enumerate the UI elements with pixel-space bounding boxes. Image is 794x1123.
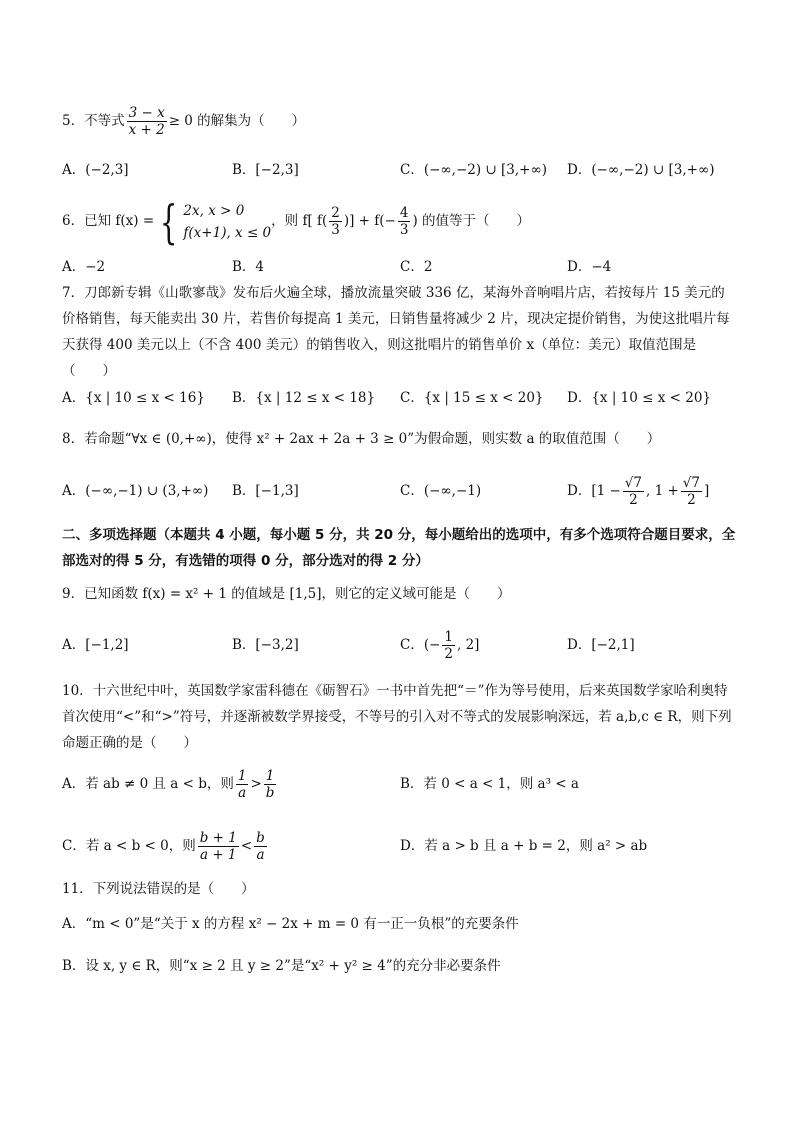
q10-opta-fraction-2 xyxy=(264,768,277,801)
q10-opta-frac1-num: 1 xyxy=(237,768,247,784)
q9-option-d: D．[−2,1] xyxy=(567,637,635,653)
question-11-stem: 11．下列说法错误的是（ ） xyxy=(62,881,255,897)
q8-optd-mid: , 1 + xyxy=(646,483,679,499)
q6-option-a: A．−2 xyxy=(62,259,106,275)
q8-optd-fraction-1 xyxy=(623,475,644,508)
q10-optc-frac2-den: a xyxy=(256,847,265,863)
q9-option-a: A．[−1,2] xyxy=(62,637,129,653)
q10-optc-frac1-den: a + 1 xyxy=(199,847,237,863)
q9-option-c xyxy=(400,623,479,667)
q7-option-d: D．{x | 10 ≤ x < 20} xyxy=(567,390,712,406)
q5-frac-num: 3 − x xyxy=(128,105,165,121)
q6-cases xyxy=(183,200,271,244)
q5-option-b: B．[−2,3] xyxy=(232,162,299,178)
q8-optd-frac1-num: √7 xyxy=(624,475,642,491)
q6-frac2-num: 4 xyxy=(399,205,409,221)
q10-opta-frac2-num: 1 xyxy=(265,768,275,784)
q5-option-a: A．(−2,3] xyxy=(62,162,129,178)
q7-option-c: C．{x | 15 ≤ x < 20} xyxy=(400,390,544,406)
q5-frac-den: x + 2 xyxy=(128,122,165,138)
q10-opta-frac1-den: a xyxy=(238,785,247,801)
q6-fraction-1 xyxy=(329,205,342,238)
question-8-stem: 8．若命题“∀x ∈ (0,+∞)，使得 x² + 2ax + 2a + 3 ≥ 0”为假命题，则实数 a 的取值范围（ ） xyxy=(62,431,661,447)
q9-optc-suffix: , 2] xyxy=(457,637,480,653)
q10-optc-frac1-num: b + 1 xyxy=(199,830,237,846)
section-2-heading: 二、多项选择题（本题共 4 小题，每小题 5 分，共 20 分，每小题给出的选项中，有多个选项符合题目要求，全部选对的得 5 分，有选错的项得 0 分，部分选对的得 2 分） xyxy=(62,527,736,569)
q10-option-a xyxy=(62,762,278,806)
q10-option-b: B．若 0 < a < 1，则 a³ < a xyxy=(400,776,579,792)
q8-option-b: B．[−1,3] xyxy=(232,483,299,499)
q8-option-c: C．(−∞,−1) xyxy=(400,483,482,499)
q10-optc-prefix: C．若 a < b < 0，则 xyxy=(62,838,196,854)
q6-option-b: B．4 xyxy=(232,259,265,275)
q9-optc-fraction xyxy=(442,629,455,662)
q8-optd-prefix: D．[1 − xyxy=(567,483,621,499)
q5-option-d: D．(−∞,−2) ∪ [3,+∞) xyxy=(567,162,715,178)
q6-fraction-2 xyxy=(398,205,411,238)
q8-optd-frac2-den: 2 xyxy=(687,492,696,508)
q6-option-c: C．2 xyxy=(400,259,433,275)
q8-optd-suffix: ] xyxy=(703,483,710,499)
q6-option-d: D．−4 xyxy=(567,259,612,275)
q6-frac1-den: 3 xyxy=(331,222,340,238)
q5-fraction xyxy=(127,105,167,138)
q11-option-a: A．“m < 0”是“关于 x 的方程 x² − 2x + m = 0 有一正一负根”的充要条件 xyxy=(62,916,519,932)
q9-optc-prefix: C．(− xyxy=(400,637,441,653)
q5-prefix: 5．不等式 xyxy=(62,113,125,129)
q8-option-a: A．(−∞,−1) ∪ (3,+∞) xyxy=(62,483,209,499)
q8-optd-frac2-num: √7 xyxy=(682,475,700,491)
q6-suffix: ) 的值等于（ ） xyxy=(412,213,531,229)
q11-option-b: B．设 x, y ∈ R，则“x ≥ 2 且 y ≥ 2”是“x² + y² ≥ 4”的充分非必要条件 xyxy=(62,958,501,974)
question-7-stem: 7．刀郎新专辑《山歌寥哉》发布后火遍全球，播放流量突破 336 亿，某海外音响唱片店，若按每片 15 美元的价格销售，每天能卖出 30 片，若售价每提高 1 美元，日销售量将减少 2 片，现决定提价销售，为使这批唱片每天获得 400 美元以上（不含 400 美元）的销售收入，则这批唱片的销售单价 x（单位：美元）取值范围是（ ） xyxy=(62,285,730,379)
question-10-stem: 10．十六世纪中叶，英国数学家雷科德在《砺智石》一书中首先把“＝”作为等号使用，后来英国数学家哈利奥特首次使用“<”和“>”符号，并逐渐被数学界接受，不等号的引入对不等式的发展影响深远，若 a,b,c ∈ R，则下列命题正确的是（ ） xyxy=(62,683,732,751)
q6-mid: ，则 f[ f( xyxy=(271,213,328,229)
q7-option-a: A．{x | 10 ≤ x < 16} xyxy=(62,390,205,406)
q10-opta-prefix: A．若 ab ≠ 0 且 a < b，则 xyxy=(62,776,234,792)
q10-option-c xyxy=(62,824,269,868)
q6-frac1-num: 2 xyxy=(331,205,340,221)
q5-suffix: ≥ 0 的解集为（ ） xyxy=(168,113,306,129)
question-9-stem: 9．已知函数 f(x) = x² + 1 的值域是 [1,5]，则它的定义域可能是（ ） xyxy=(62,586,511,602)
q8-optd-fraction-2 xyxy=(681,475,702,508)
question-5-stem xyxy=(62,105,305,138)
q9-optc-frac-den: 2 xyxy=(444,646,454,662)
q10-optc-mid: < xyxy=(240,838,253,854)
q10-optc-fraction-2 xyxy=(254,830,267,863)
q6-mid-2: )] + f(− xyxy=(343,213,396,229)
q6-prefix: 6．已知 f(x) = xyxy=(62,213,155,229)
q8-option-d xyxy=(567,468,709,514)
q5-option-c: C．(−∞,−2) ∪ [3,+∞) xyxy=(400,162,547,178)
q10-optc-frac2-num: b xyxy=(256,830,265,846)
q10-opta-frac2-den: b xyxy=(265,785,275,801)
q9-optc-frac-num: 1 xyxy=(444,629,454,645)
q8-optd-frac1-den: 2 xyxy=(629,492,638,508)
q10-option-d: D．若 a > b 且 a + b = 2，则 a² > ab xyxy=(400,838,648,854)
q9-option-b: B．[−3,2] xyxy=(232,637,299,653)
q10-opta-fraction-1 xyxy=(236,768,249,801)
q6-brace: { xyxy=(159,194,178,249)
q6-case-1: 2x, x > 0 xyxy=(183,202,245,219)
q7-option-b: B．{x | 12 ≤ x < 18} xyxy=(232,390,376,406)
q6-frac2-den: 3 xyxy=(399,222,409,238)
q10-optc-fraction-1 xyxy=(198,830,239,863)
question-6-stem xyxy=(62,194,531,249)
q10-opta-mid: > xyxy=(250,776,262,792)
q6-case-2: f(x+1), x ≤ 0 xyxy=(183,224,272,241)
